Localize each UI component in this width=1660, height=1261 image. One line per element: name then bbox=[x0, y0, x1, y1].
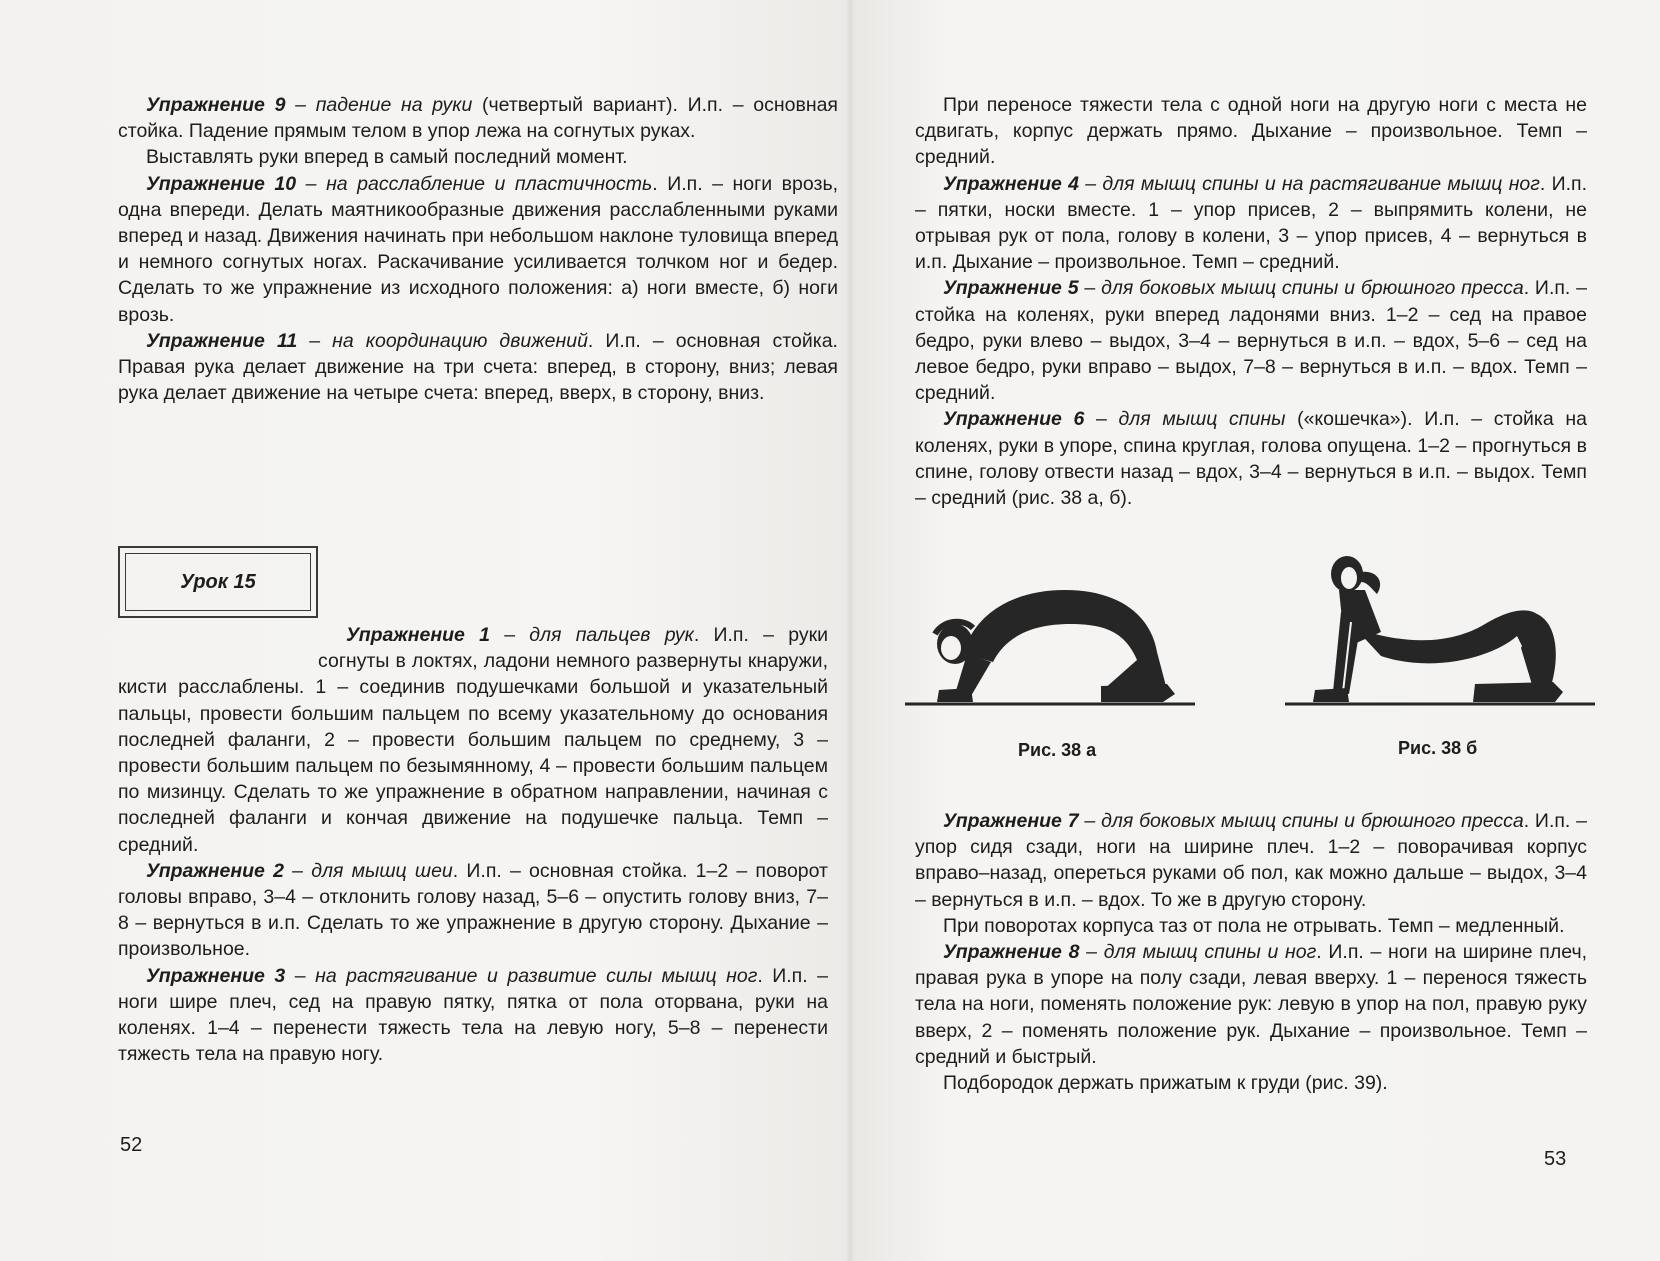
note-paragraph bbox=[118, 144, 838, 170]
exercise-text: . И.п. – ноги врозь, одна впереди. Делать маятникообразные движения расслабленными руками вперед и назад. Движения начинать при небольшом наклоне туловища вперед и немного согнутых ногах. Раскачивание усиливается толчком ног и бедер. Сделать то же упражнение из исходного положения: а) ноги вместе, б) ноги врозь. bbox=[118, 172, 839, 326]
book-gutter bbox=[846, 0, 854, 1261]
left-page-top-text bbox=[118, 92, 838, 406]
figure-38a-cat-pose-rounded bbox=[905, 572, 1195, 732]
dash: – bbox=[285, 964, 316, 987]
exercise-label: Упражнение 2 bbox=[146, 859, 284, 882]
figure-38a-caption: Рис. 38 а bbox=[1018, 740, 1097, 760]
note-paragraph bbox=[915, 1070, 1587, 1096]
exercise-subtitle: для пальцев рук bbox=[529, 624, 694, 646]
exercise-6-paragraph bbox=[915, 406, 1587, 511]
right-page-bottom-text bbox=[915, 808, 1587, 1096]
exercise-subtitle: для боковых мышц спины и брюшного пресса bbox=[1101, 277, 1524, 300]
exercise-2-paragraph bbox=[118, 858, 828, 963]
exercise-label: Упражнение 3 bbox=[146, 964, 286, 987]
lesson-box-spacer bbox=[118, 622, 318, 674]
exercise-text: . И.п. – упор сидя сзади, ноги на ширине плеч. 1–2 – поворачивая корпус вправо–назад, опереться руками об пол, как можно дальше – выдох, 3–4 – вернуться в и.п. – вдох. То же в другую сторону. bbox=[915, 810, 1588, 911]
dash: – bbox=[1084, 408, 1119, 431]
exercise-text: (четвертый вариант). И.п. – основная стойка. Падение прямым телом в упор лежа на согнутых руках. bbox=[118, 94, 838, 143]
exercise-text: . И.п. – ноги шире плеч, сед на правую пятку, пятка от пола оторвана, руки на коленях. 1–4 – перенести тяжесть тела на левую ногу, 5–8 – перенести тяжесть тела на правую ногу. bbox=[118, 964, 828, 1066]
dash: – bbox=[283, 859, 312, 882]
exercise-label: Упражнение 7 bbox=[943, 810, 1079, 832]
exercise-9-paragraph bbox=[118, 92, 838, 144]
continuation-text: При переносе тяжести тела с одной ноги на другую ноги с места не сдвигать, корпус держать прямо. Дыхание – произвольное. Темп – средний. bbox=[915, 94, 1587, 169]
exercise-11-paragraph bbox=[118, 328, 838, 407]
figure-38b-caption: Рис. 38 б bbox=[1398, 738, 1478, 758]
dash: – bbox=[296, 172, 327, 195]
dash: – bbox=[1078, 810, 1102, 832]
exercise-subtitle: для мышц спины и ног bbox=[1103, 941, 1317, 964]
exercise-label: Упражнение 8 bbox=[943, 941, 1080, 964]
exercise-4-paragraph bbox=[915, 171, 1587, 276]
exercise-subtitle: для мышц спины и на растягивание мышц ног bbox=[1102, 172, 1540, 195]
note-text: Подбородок держать прижатым к груди (рис. 39). bbox=[943, 1072, 1388, 1095]
exercise-subtitle: на растягивание и развитие силы мышц ног bbox=[315, 964, 758, 987]
dash: – bbox=[1079, 941, 1104, 964]
right-page-top-text bbox=[915, 92, 1587, 511]
exercise-8-paragraph bbox=[915, 939, 1587, 1070]
exercise-text: . И.п. – ноги на ширине плеч, правая рука в упоре на полу сзади, левая вверху. 1 – перенося тяжесть тела на ноги, поменять положение рук: левую в упор на пол, правую руку вверх, 2 – поменять положение рук. Дыхание – произвольное. Темп – средний и быстрый. bbox=[915, 941, 1588, 1068]
exercise-text: . И.п. – основная стойка. Правая рука делает движение на три счета: вперед, в сторону, вниз; левая рука делает движение на четыре счета: вперед, вверх, в сторону, вниз. bbox=[118, 329, 838, 405]
exercise-label: Упражнение 6 bbox=[943, 408, 1085, 431]
continuation-paragraph bbox=[915, 92, 1587, 171]
lesson-title-box bbox=[118, 546, 318, 618]
exercise-label: Упражнение 1 bbox=[346, 624, 490, 646]
exercise-label: Упражнение 11 bbox=[146, 329, 298, 352]
page-number-right: 53 bbox=[1544, 1148, 1567, 1170]
dash: – bbox=[285, 94, 316, 116]
page-number-left: 52 bbox=[120, 1134, 143, 1156]
dash: – bbox=[1079, 172, 1103, 195]
lesson-title: Урок 15 bbox=[125, 553, 311, 611]
exercise-subtitle: на расслабление и пластичность bbox=[326, 172, 653, 195]
note-paragraph bbox=[915, 913, 1587, 939]
exercise-subtitle: для мышц спины bbox=[1118, 408, 1286, 431]
dash: – bbox=[489, 624, 530, 646]
figure-38b-cat-pose-arched bbox=[1285, 552, 1595, 732]
exercise-text: . И.п. – пятки, носки вместе. 1 – упор присев, 2 – выпрямить колени, не отрывая рук от пола, голову в колени, 3 – упор присев, 4 – вернуться в и.п. Дыхание – произвольное. Темп – средний. bbox=[915, 172, 1587, 274]
note-text: Выставлять руки вперед в самый последний момент. bbox=[146, 146, 628, 169]
exercise-subtitle: для мышц шеи bbox=[311, 859, 453, 882]
dash: – bbox=[1078, 277, 1102, 300]
exercise-subtitle: для боковых мышц спины и брюшного пресса bbox=[1101, 810, 1524, 832]
exercise-text: . И.п. – основная стойка. 1–2 – поворот головы вправо, 3–4 – отклонить голову назад, 5–6 – опустить голову вниз, 7–8 – вернуться в и.п. Сделать то же упражнение в другую сторону. Дыхание – произвольное. bbox=[118, 859, 828, 961]
left-page-bottom-text bbox=[118, 622, 828, 1067]
exercise-3-paragraph bbox=[118, 963, 828, 1068]
exercise-subtitle: на координацию движений bbox=[332, 329, 588, 352]
exercise-text: . И.п. – стойка на коленях, руки вперед ладонями вниз. 1–2 – сед на правое бедро, руки влево – выдох, 3–4 – вернуться в и.п. – вдох, 5–6 – сед на левое бедро, руки вправо – выдох, 7–8 – вернуться в и.п. – вдох. Темп – средний. bbox=[915, 277, 1588, 405]
exercise-label: Упражнение 10 bbox=[146, 172, 297, 195]
exercise-label: Упражнение 9 bbox=[146, 94, 286, 116]
exercise-10-paragraph bbox=[118, 171, 838, 328]
exercise-text: («кошечка»). И.п. – стойка на коленях, руки в упоре, спина круглая, голова опущена. 1–2 – прогнуться в спине, голову отвести назад – вдох, 3–4 – вернуться в и.п. – выдох. Темп – средний (рис. 38 а, б). bbox=[915, 408, 1587, 510]
exercise-5-paragraph bbox=[915, 275, 1587, 406]
exercise-subtitle: падение на руки bbox=[315, 94, 473, 116]
dash: – bbox=[297, 329, 333, 352]
exercise-label: Упражнение 4 bbox=[943, 172, 1080, 195]
exercise-text: . И.п. – руки согнуты в локтях, ладони немного развернуты кнаружи, кисти расслаблены. 1 – соединив подушечками большой и указательный пальцы, провести большим пальцем по всему указательному до основания последней фаланги, 2 – провести большим пальцем по среднему, 3 – провести большим пальцем по безымянному, 4 – провести большим пальцем по мизинцу. Сделать то же упражнение в обратном направлении, начиная с последней фаланги и кончая движение на подушечке пальца. Темп – средний. bbox=[118, 624, 828, 856]
note-text: При поворотах корпуса таз от пола не отрывать. Темп – медленный. bbox=[943, 914, 1565, 937]
exercise-7-paragraph bbox=[915, 808, 1587, 913]
exercise-label: Упражнение 5 bbox=[943, 277, 1079, 300]
